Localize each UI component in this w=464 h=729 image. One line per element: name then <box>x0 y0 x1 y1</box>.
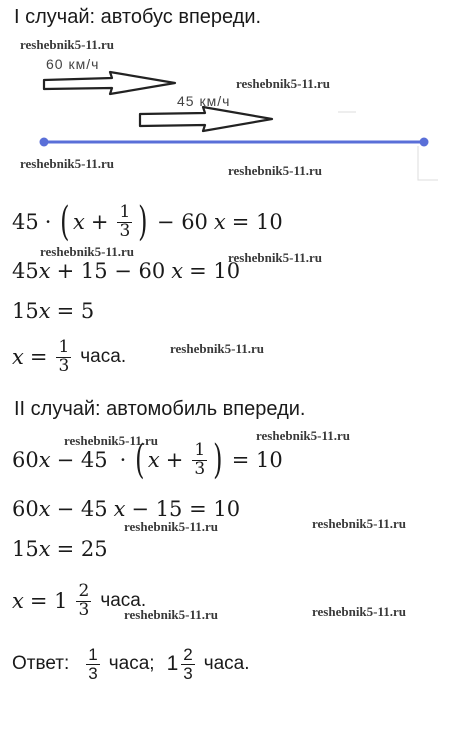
watermark: reshebnik5-11.ru <box>40 244 135 259</box>
road-start-point <box>40 138 49 147</box>
bus-arrow <box>140 107 272 131</box>
equation-3: 15 x = 5 <box>12 299 95 323</box>
car-speed-label: 60 км/ч <box>46 56 100 72</box>
case2-heading: II случай: автомобиль впереди. <box>14 398 306 420</box>
watermark: reshebnik5-11.ru <box>64 433 159 448</box>
equation-5: 60 x − 45 · ( x + $\frac{1}{3}$ ) = 10 <box>12 437 283 483</box>
equation-6: 60 x − 45 x − 15 = 10 <box>12 497 241 521</box>
watermark: reshebnik5-11.ru <box>312 604 407 619</box>
equation-7: 15 x = 25 <box>12 537 108 561</box>
watermark: reshebnik5-11.ru <box>236 76 331 91</box>
car-arrow <box>44 72 175 94</box>
bus-speed-label: 45 км/ч <box>177 93 231 109</box>
watermark: reshebnik5-11.ru <box>124 519 219 534</box>
equation-2: 45 x + 15 − 60 x = 10 <box>12 259 241 283</box>
watermark: reshebnik5-11.ru <box>228 250 323 265</box>
case1-heading: I случай: автобус впереди. <box>14 6 262 28</box>
watermark: reshebnik5-11.ru <box>20 156 115 171</box>
watermark: reshebnik5-11.ru <box>228 163 323 178</box>
watermark: reshebnik5-11.ru <box>124 607 219 622</box>
watermark: reshebnik5-11.ru <box>20 37 115 52</box>
watermark: reshebnik5-11.ru <box>312 516 407 531</box>
equation-8: x = 1 $\frac{2}{3}$ часа. <box>12 580 147 620</box>
equation-4: x = $\frac{1}{3}$ часа. <box>12 336 127 376</box>
watermark: reshebnik5-11.ru <box>256 428 351 443</box>
equation-1: 45 · ( x + $\frac{1}{3}$ ) − 60 x = 10 <box>12 199 283 245</box>
answer-line: Ответ: $\frac{1}{3}$ часа; 1 $\frac{2}{3}$ часа. <box>12 644 250 683</box>
watermark: reshebnik5-11.ru <box>170 341 265 356</box>
road-end-point <box>420 138 429 147</box>
